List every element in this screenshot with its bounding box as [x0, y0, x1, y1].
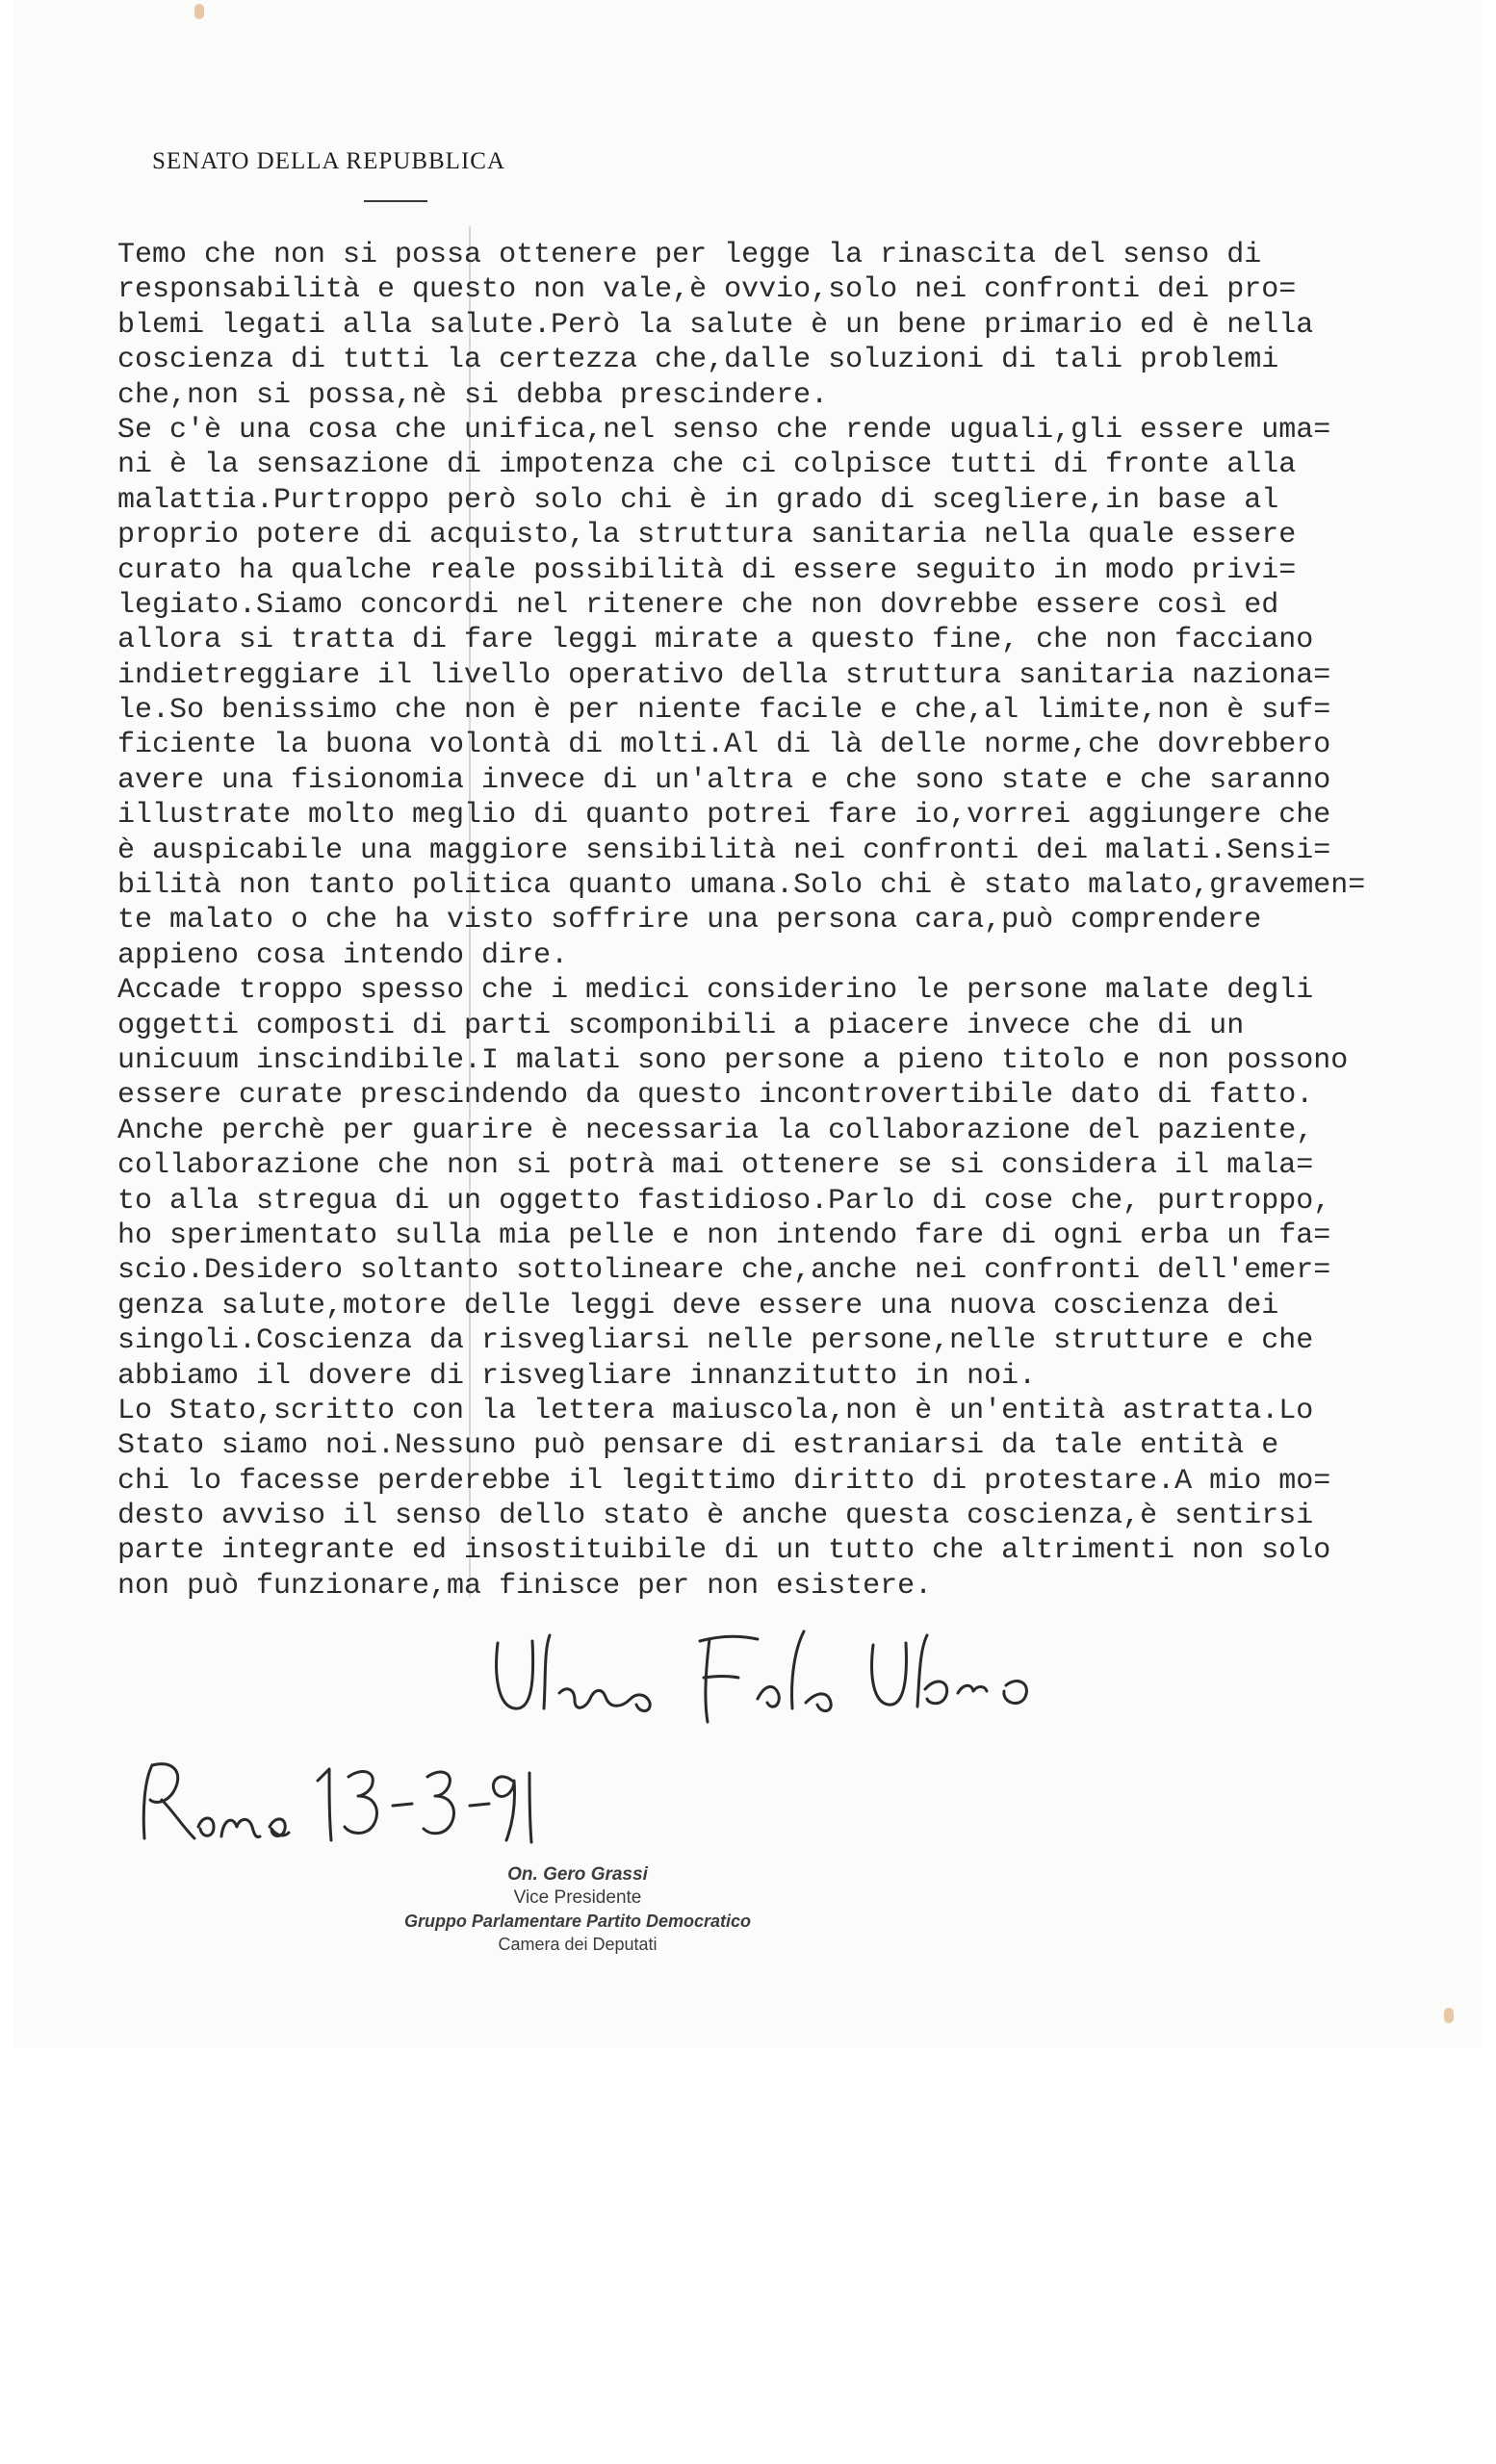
body-line: legiato.Siamo concordi nel ritenere che non dovrebbe essere così ed — [117, 588, 1279, 622]
body-line: appieno cosa intendo dire. — [117, 938, 569, 972]
body-line: unicuum inscindibile.I malati sono persone a pieno titolo e non possono — [117, 1043, 1349, 1077]
letter-body — [117, 238, 1398, 1604]
scan-edge-mark-side — [1444, 2008, 1454, 2023]
body-line: Accade troppo spesso che i medici considerino le persone malate degli — [117, 974, 1314, 1008]
body-line: to alla stregua di un oggetto fastidioso.Parlo di cose che, purtroppo, — [117, 1184, 1331, 1218]
body-line: indietreggiare il livello operativo della struttura sanitaria naziona= — [117, 658, 1331, 692]
letterhead-title: SENATO DELLA REPUBBLICA — [152, 148, 506, 174]
body-line: allora si tratta di fare leggi mirate a questo fine, che non facciano — [117, 624, 1314, 657]
stamp-group: Gruppo Parlamentare Partito Democratico — [403, 1912, 752, 1931]
body-line: ni è la sensazione di impotenza che ci colpisce tutti di fronte alla — [117, 449, 1297, 482]
body-line: non può funzionare,ma finisce per non esistere. — [117, 1569, 933, 1603]
body-line: coscienza di tutti la certezza che,dalle soluzioni di tali problemi — [117, 344, 1279, 377]
handwritten-signature — [486, 1622, 1045, 1728]
body-line: responsabilità e questo non vale,è ovvio,solo nei confronti dei pro= — [117, 273, 1297, 307]
deputy-stamp — [356, 1863, 799, 1956]
body-line: abbiamo il dovere di risvegliare innanzitutto in noi. — [117, 1359, 1037, 1393]
body-line: è auspicabile una maggiore sensibilità nei confronti dei malati.Sensi= — [117, 834, 1331, 867]
body-line: desto avviso il senso dello stato è anche questa coscienza,è sentirsi — [117, 1500, 1314, 1533]
body-line: scio.Desidero soltanto sottolineare che,anche nei confronti dell'emer= — [117, 1254, 1331, 1288]
body-line: blemi legati alla salute.Però la salute è un bene primario ed è nella — [117, 308, 1314, 342]
body-line: che,non si possa,nè si debba prescindere. — [117, 378, 829, 412]
body-line: singoli.Coscienza da risvegliarsi nelle persone,nelle strutture e che — [117, 1324, 1314, 1358]
body-line: malattia.Purtroppo però solo chi è in grado di scegliere,in base al — [117, 483, 1279, 517]
body-line: te malato o che ha visto soffrire una persona cara,può comprendere — [117, 904, 1262, 937]
body-line: curato ha qualche reale possibilità di essere seguito in modo privi= — [117, 553, 1297, 587]
body-line: le.So benissimo che non è per niente facile e che,al limite,non è suf= — [117, 694, 1331, 728]
body-line: essere curate prescindendo da questo incontrovertibile dato di fatto. — [117, 1079, 1314, 1113]
body-line: genza salute,motore delle leggi deve essere una nuova coscienza dei — [117, 1289, 1279, 1322]
body-line: chi lo facesse perderebbe il legittimo diritto di protestare.A mio mo= — [117, 1464, 1331, 1498]
body-line: oggetti composti di parti scomponibili a piacere invece che di un — [117, 1009, 1245, 1042]
handwritten-date — [135, 1752, 539, 1848]
body-line: Se c'è una cosa che unifica,nel senso che rende uguali,gli essere uma= — [117, 413, 1331, 447]
body-line: avere una fisionomia invece di un'altra e che sono state e che saranno — [117, 763, 1331, 797]
stamp-name: On. Gero Grassi — [507, 1864, 648, 1885]
body-line: Stato siamo noi.Nessuno può pensare di estraniarsi da tale entità e — [117, 1429, 1279, 1463]
body-line: collaborazione che non si potrà mai ottenere se si considera il mala= — [117, 1149, 1314, 1183]
body-line: proprio potere di acquisto,la struttura sanitaria nella quale essere — [117, 519, 1297, 552]
body-line: ho sperimentato sulla mia pelle e non intendo fare di ogni erba un fa= — [117, 1219, 1331, 1252]
body-line: bilità non tanto politica quanto umana.Solo chi è stato malato,gravemen= — [117, 869, 1366, 903]
body-line: parte integrante ed insostituibile di un tutto che altrimenti non solo — [117, 1534, 1331, 1568]
body-line: Lo Stato,scritto con la lettera maiuscola,non è un'entità astratta.Lo — [117, 1394, 1314, 1427]
stamp-chamber: Camera dei Deputati — [498, 1935, 658, 1954]
body-line: Anche perchè per guarire è necessaria la collaborazione del paziente, — [117, 1114, 1314, 1147]
scan-edge-mark-top — [194, 4, 204, 19]
stamp-role: Vice Presidente — [513, 1887, 642, 1908]
body-line: Temo che non si possa ottenere per legge la rinascita del senso di — [117, 239, 1262, 271]
body-line: ficiente la buona volontà di molti.Al di là delle norme,che dovrebbero — [117, 729, 1331, 762]
body-line: illustrate molto meglio di quanto potrei fare io,vorrei aggiungere che — [117, 799, 1331, 833]
letterhead-rule — [364, 200, 427, 202]
